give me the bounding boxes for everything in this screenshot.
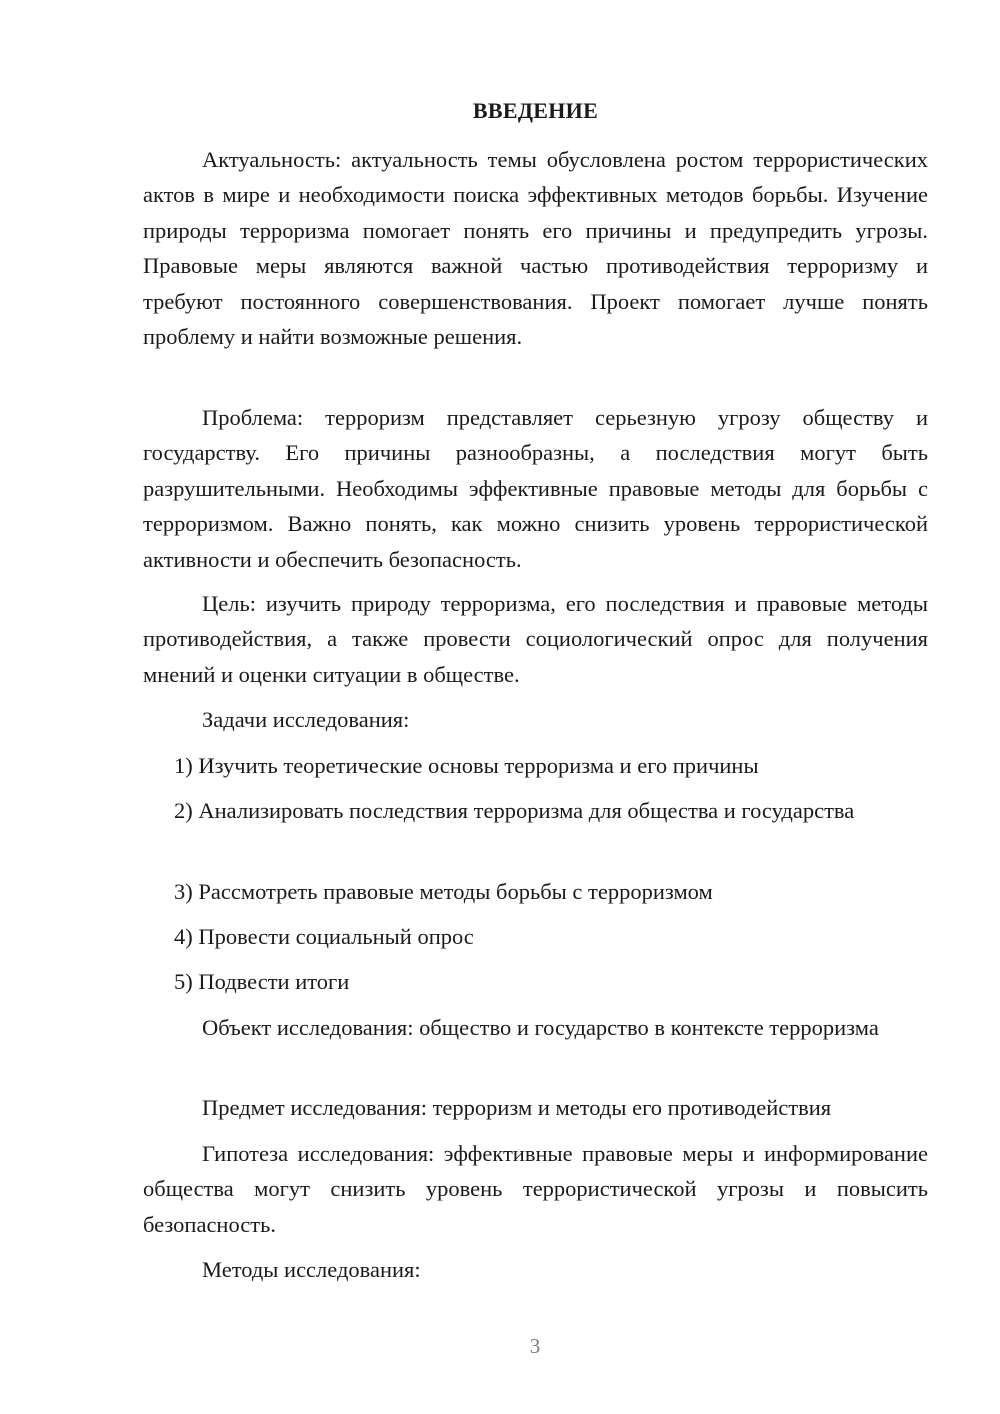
paragraph-subject: Предмет исследования: терроризм и методы его противодействия xyxy=(202,1095,832,1120)
paragraph-object: Объект исследования: общество и государство в контексте терроризма xyxy=(202,1015,879,1040)
paragraph-problem: Проблема: терроризм представляет серьезную угрозу обществу и государству. Его причины разнообразны, а последствия могут быть разрушительными. Необходимы эффективные правовые методы для борьбы с терроризмом. Важно понять, как можно снизить уровень террористической активности и обеспечить безопасность. xyxy=(143,405,928,572)
tasks-title: Задачи исследования: xyxy=(202,707,410,732)
section-heading: ВВЕДЕНИЕ xyxy=(472,98,599,123)
paragraph-goal: Цель: изучить природу терроризма, его последствия и правовые методы противодействия, а также провести социологический опрос для получения мнений и оценки ситуации в обществе. xyxy=(143,591,928,687)
task-item-2: 2) Анализировать последствия терроризма для общества и государства xyxy=(174,798,855,823)
task-item-1: 1) Изучить теоретические основы терроризма и его причины xyxy=(174,753,759,778)
page-number: 3 xyxy=(529,1334,541,1358)
task-item-4: 4) Провести социальный опрос xyxy=(174,924,474,949)
methods-title: Методы исследования: xyxy=(202,1257,421,1282)
paragraph-relevance: Актуальность: актуальность темы обусловлена ростом террористических актов в мире и необходимости поиска эффективных методов борьбы. Изучение природы терроризма помогает понять его причины и предупредить угрозы. Правовые меры являются важной частью противодействия терроризму и требуют постоянного совершенствования. Проект помогает лучше понять проблему и найти возможные решения. xyxy=(143,147,928,350)
paragraph-hypothesis: Гипотеза исследования: эффективные правовые меры и информирование общества могут снизить уровень террористической угрозы и повысить безопасность. xyxy=(143,1141,928,1237)
task-item-5: 5) Подвести итоги xyxy=(174,969,350,994)
task-item-3: 3) Рассмотреть правовые методы борьбы с терроризмом xyxy=(174,879,713,904)
